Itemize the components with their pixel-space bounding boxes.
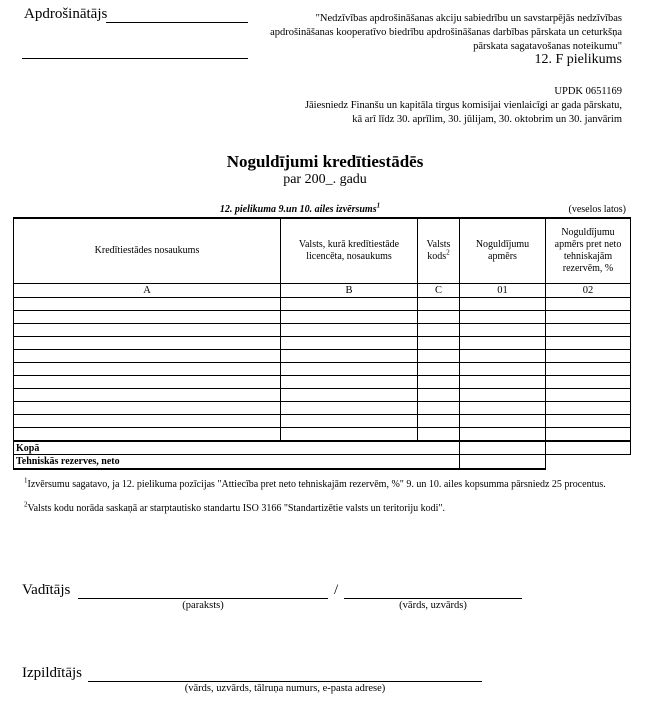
table-cell[interactable]: [546, 428, 631, 442]
signature-caption: (paraksts): [182, 600, 224, 611]
table-cell[interactable]: [546, 337, 631, 350]
total-amount-cell[interactable]: [460, 441, 546, 455]
total-ratio-cell[interactable]: [546, 441, 631, 455]
table-cell[interactable]: [14, 350, 281, 363]
header-deposit-amount: Noguldījumu apmērs: [460, 218, 546, 284]
header-country-name: Valsts, kurā kredītiestāde licencēta, nosaukums: [281, 218, 418, 284]
table-cell[interactable]: [546, 311, 631, 324]
submission-line-2: kā arī līdz 30. aprīlim, 30. jūlijam, 30. oktobrim un 30. janvārim: [352, 114, 622, 125]
footnote-1-text: Izvērsumu sagatavo, ja 12. pielikuma pozīcijas "Attiecība pret neto tehniskajām rezervēm, %" 9. un 10. ailes kopsumma pārsniedz 25 procentus.: [27, 479, 606, 490]
table-cell[interactable]: [14, 337, 281, 350]
name-caption: (vārds, uzvārds): [399, 600, 467, 611]
table-row: [14, 363, 631, 376]
insurer-label: Apdrošinātājs: [24, 6, 108, 22]
table-row: [14, 337, 631, 350]
table-cell[interactable]: [281, 311, 418, 324]
table-cell[interactable]: [418, 363, 460, 376]
extract-note: [150, 201, 450, 215]
table-cell[interactable]: [14, 389, 281, 402]
executor-line[interactable]: [88, 681, 482, 682]
table-cell[interactable]: [14, 428, 281, 442]
table-row: [14, 376, 631, 389]
head-label: Vadītājs: [22, 582, 71, 598]
table-cell[interactable]: [418, 298, 460, 311]
table-cell[interactable]: [418, 402, 460, 415]
table-cell[interactable]: [546, 324, 631, 337]
table-row: [14, 298, 631, 311]
table-cell[interactable]: [460, 350, 546, 363]
table-cell[interactable]: [281, 428, 418, 442]
table-cell[interactable]: [460, 311, 546, 324]
table-cell[interactable]: [281, 402, 418, 415]
table-row: [14, 428, 631, 442]
executor-label: Izpildītājs: [22, 665, 82, 681]
table-cell[interactable]: [14, 324, 281, 337]
table-cell[interactable]: [418, 311, 460, 324]
submission-info: [242, 99, 622, 127]
total-label: Kopā: [14, 441, 460, 455]
column-codes-row: [14, 284, 631, 298]
table-cell[interactable]: [546, 376, 631, 389]
table-row: [14, 324, 631, 337]
footnote-2-mark: 2: [24, 500, 28, 509]
table-cell[interactable]: [546, 389, 631, 402]
table-cell[interactable]: [14, 376, 281, 389]
units-note: (veselos latos): [568, 204, 626, 215]
table-cell[interactable]: [281, 389, 418, 402]
document-title: Noguldījumi kredītiestādēs: [226, 152, 424, 171]
insurer-name-line-2[interactable]: [22, 58, 248, 59]
table-cell[interactable]: [281, 363, 418, 376]
table-cell[interactable]: [460, 363, 546, 376]
table-row: [14, 389, 631, 402]
table-cell[interactable]: [546, 298, 631, 311]
header-country-code-text: Valsts kods: [426, 239, 451, 262]
reserves-blank-cell: [546, 455, 631, 470]
table-cell[interactable]: [418, 350, 460, 363]
header-country-code-sup: 2: [446, 248, 450, 257]
submission-line-1: Jāiesniedz Finanšu un kapitāla tirgus komisijai vienlaicīgi ar gada pārskatu,: [304, 100, 622, 111]
table-row: [14, 415, 631, 428]
reserves-row: [14, 455, 631, 470]
table-cell[interactable]: [460, 389, 546, 402]
table-cell[interactable]: [460, 376, 546, 389]
executor-caption: (vārds, uzvārds, tālruņa numurs, e-pasta adrese): [184, 683, 386, 694]
table-cell[interactable]: [546, 402, 631, 415]
column-code-a: A: [14, 284, 281, 298]
table-cell[interactable]: [281, 415, 418, 428]
table-cell[interactable]: [546, 415, 631, 428]
table-row: [14, 311, 631, 324]
table-header-row: [14, 218, 631, 284]
table-cell[interactable]: [14, 415, 281, 428]
table-cell[interactable]: [418, 337, 460, 350]
insurer-name-line[interactable]: [106, 22, 248, 23]
table-cell[interactable]: [418, 428, 460, 442]
header-institution: Kredītiestādes nosaukums: [14, 218, 281, 284]
table-cell[interactable]: [281, 337, 418, 350]
table-cell[interactable]: [281, 298, 418, 311]
form-code: UPDK 0651169: [554, 86, 622, 97]
footnote-2: [24, 500, 624, 514]
table-cell[interactable]: [546, 363, 631, 376]
document-subtitle: par 200_. gadu: [283, 172, 367, 187]
table-cell[interactable]: [281, 350, 418, 363]
table-cell[interactable]: [281, 324, 418, 337]
table-row: [14, 350, 631, 363]
reserves-label: Tehniskās rezerves, neto: [14, 455, 460, 470]
column-code-01: 01: [460, 284, 546, 298]
footnote-1: [24, 476, 624, 490]
header-country-code: [418, 218, 460, 284]
table-cell[interactable]: [460, 428, 546, 442]
table-cell[interactable]: [460, 415, 546, 428]
table-cell[interactable]: [418, 324, 460, 337]
footnote-2-text: Valsts kodu norāda saskaņā ar starptautisko standartu ISO 3166 "Standartizētie valsts un teritoriju kodi".: [27, 503, 446, 514]
table-cell[interactable]: [460, 402, 546, 415]
table-cell[interactable]: [546, 350, 631, 363]
table-cell[interactable]: [460, 324, 546, 337]
footnote-1-mark: 1: [24, 476, 28, 485]
table-cell[interactable]: [460, 337, 546, 350]
table-cell[interactable]: [14, 311, 281, 324]
table-cell[interactable]: [418, 376, 460, 389]
deposits-table: [13, 217, 631, 470]
header-deposit-ratio: Noguldījumu apmērs pret neto tehniskajām rezervēm, %: [546, 218, 631, 284]
column-code-02: 02: [546, 284, 631, 298]
column-code-c: C: [418, 284, 460, 298]
table-cell[interactable]: [14, 402, 281, 415]
table-cell[interactable]: [460, 298, 546, 311]
appendix-number: 12. F pielikums: [534, 52, 622, 67]
table-cell[interactable]: [418, 415, 460, 428]
legal-reference: "Nedzīvības apdrošināšanas akciju sabiedrību un savstarpējās nedzīvības apdrošināšanas kooperatīvo biedrību apdrošināšanas darbības pārskata un ceturkšņa pārskata sagatavošanas noteikumu": [270, 13, 622, 52]
extract-note-text: 12. pielikuma 9.un 10. ailes izvērsums: [219, 204, 377, 215]
total-row: [14, 441, 631, 455]
head-signature-line[interactable]: [78, 598, 328, 599]
table-row: [14, 402, 631, 415]
table-cell[interactable]: [281, 376, 418, 389]
extract-note-sup: 1: [376, 201, 381, 210]
table-cell[interactable]: [14, 298, 281, 311]
signature-separator: /: [334, 582, 339, 598]
table-cell[interactable]: [418, 389, 460, 402]
table-cell[interactable]: [14, 363, 281, 376]
head-name-line[interactable]: [344, 598, 522, 599]
reserves-amount-cell[interactable]: [460, 455, 546, 470]
column-code-b: B: [281, 284, 418, 298]
